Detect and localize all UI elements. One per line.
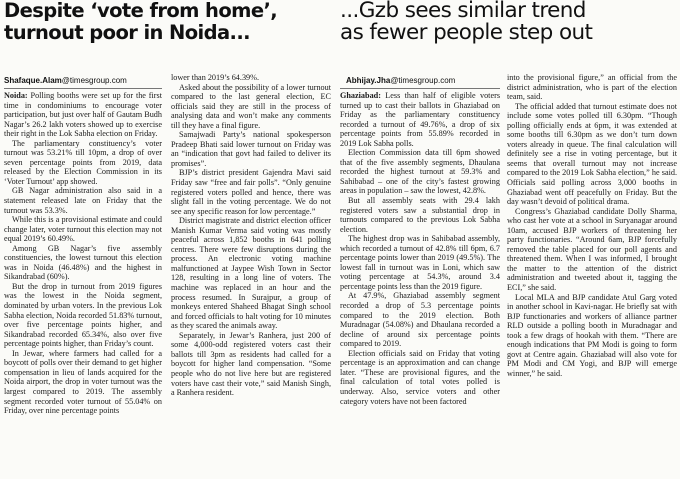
paragraph: Election Commission data till 6pm showed that of the five assembly segments, Dhaulana recorded the highest turnout at 59.3% and Sahibabad – one of the city’s fastest growing areas in population – saw the lowest, 42.8%. <box>340 148 500 196</box>
right-headline-line-2: as fewer people step out <box>340 20 593 45</box>
paragraph: lower than 2019’s 64.39%. <box>171 73 260 82</box>
left-byline <box>4 76 127 86</box>
paragraph: But all assembly seats with 29.4 lakh registered voters saw a substantial drop in turnouts compared to the previous Lok Sabha election. <box>340 196 500 234</box>
paragraph: District magistrate and district election officer Manish Kumar Verma said voting was mostly peaceful across 1,852 booths in 641 polling centres. There were few disruptions during the process. An electronic voting machine malfunctioned at Jaypee Wish Town in Sector 128, resulting in a long line of voters. The machine was replaced in an hour and the process resumed. In Surajpur, a group of monkeys entered Shaheed Bhagat Singh school and forced officials to halt voting for 10 minutes as they scared the animals away. <box>171 216 331 331</box>
paragraph: Samajwadi Party’s national spokesperson Pradeep Bhati said lower turnout on Friday was an “indication that govt had failed to deliver its promises”. <box>171 130 331 168</box>
paragraph: Separately, in Jewar’s Ranhera, just 200 of some 4,000-odd registered voters cast their ballots till 3pm as residents had called for a boycott for higher land compensation. “Some people who do not live here but are registered voters have cast their vote,” said Manish Singh, a Ranhera resident. <box>171 330 331 398</box>
left-byline-name: Shafaque.Alam <box>4 76 62 85</box>
right-byline-email: @timesgroup.com <box>390 76 456 85</box>
paragraph: At 47.9%, Ghaziabad assembly segment recorded a drop of 5.3 percentage points compared to the 2019 election. Both Muradnagar (54.08%) and Dhaulana recorded a decline of around six percentage points compared to 2019. <box>340 291 500 349</box>
paragraph: The highest drop was in Sahibabad assembly, which recorded a turnout of 42.8% till 6pm, 6.7 percentage points lower than 2019 (49.5%). The lowest fall in turnout was in Loni, which saw voting percentage at 54.3%, around 3.4 percentage points less than the 2019 figure. <box>340 234 500 291</box>
paragraph <box>340 91 500 148</box>
paragraph: BJP’s district president Gajendra Mavi said Friday saw “free and fair polls”. “Only genuine registered voters polled and hence, there was slight fall in the voting percentage. We do not see any specific reason for low percentage.” <box>171 168 331 216</box>
left-story-column-2 <box>171 73 331 479</box>
right-headline-line-1: ...Gzb sees similar trend <box>340 0 586 23</box>
paragraph: But the drop in turnout from 2019 figures was the lowest in the Noida segment, dominated by urban voters. In the previous Lok Sabha election, Noida recorded 51.83% turnout, over five percentage points higher, and Sikandrabad recorded 65.34%, also over five percentage points higher, than Friday’s count. <box>4 281 162 349</box>
paragraph-text: Less than half of eligible voters turned up to cast their ballots in Ghaziabad on Friday as the parliamentary constituency recorded a turnout of 49.76%, a drop of six percentage points from 55.89% recorded in 2019 Lok Sabha polls. <box>340 91 500 148</box>
paragraph: Local MLA and BJP candidate Atul Garg voted in another school in Kavi-nagar. He briefly sat with BJP functionaries and workers of alliance partner RLD outside a polling booth in Muradnagar and took a few drags of hookah with them. “There are enough indications that PM Modi is going to form govt at Centre again. Ghaziabad will also vote for PM Modi and CM Yogi, and BJP will emerge winner,” he said. <box>507 292 677 378</box>
left-headline-line-1: Despite ‘vote from home’, <box>4 0 278 22</box>
paragraph: Congress’s Ghaziabad candidate Dolly Sharma, who cast her vote at a school in Suryanagar around 10am, accused BJP workers of threatening her party functionaries. “Around 6am, BJP forcefully removed the table placed for our poll agents and threatened them. When I was informed, I brought the matter to the attention of the district administration and tweeted about it, tagging the ECI,” she said. <box>507 206 677 293</box>
left-byline-rule <box>4 88 162 89</box>
dateline: Ghaziabad: <box>340 91 381 100</box>
paragraph: into the provisional figure,” an official from the district administration, who is part of the election team, said. <box>507 73 677 102</box>
paragraph: The parliamentary constituency’s voter turnout was 53.21% till 10pm, a drop of over seven percentage points from 2019, data released by the Election Commission in its ‘Voter Turnout’ app showed. <box>4 138 162 186</box>
paragraph: Among GB Nagar’s five assembly constituencies, the lowest turnout this election was in Noida (46.48%) and the highest in Sikandrabad (60%). <box>4 243 162 282</box>
paragraph: While this is a provisional estimate and could change later, voter turnout this election may not equal 2019’s 60.49%. <box>4 215 162 244</box>
right-byline-rule <box>340 88 500 89</box>
left-headline-line-2: turnout poor in Noida... <box>4 21 250 44</box>
dateline: Noida: <box>4 91 28 100</box>
right-byline-name: Abhijay.Jha <box>346 76 391 85</box>
paragraph: GB Nagar administration also said in a statement released late on Friday that the turnout was 53.3%. <box>4 186 162 215</box>
left-byline-email: @timesgroup.com <box>61 76 127 85</box>
right-story-column-2 <box>507 73 677 479</box>
paragraph: The official added that turnout estimate does not include some votes polled till 6.30pm. “Though polling officially ends at 6pm, it was extended at some booths till 6.30pm as we don’t turn down voters already in queue. The final calculation will definitely see a rise in voting percentage, but it seems that overall turnout may not increase compared to the 2019 Lok Sabha election,” he said. Officials said polling across 3,000 booths in Ghaziabad went off peacefully on Friday. But the day wasn’t devoid of political drama. <box>507 101 677 207</box>
right-story-column-1 <box>340 91 500 479</box>
paragraph <box>4 91 162 139</box>
right-headline <box>340 0 678 44</box>
paragraph: Asked about the possibility of a lower turnout compared to the last general election, EC officials said they are still in the process of analysing data and won’t make any comments till they have a final figure. <box>171 82 331 130</box>
left-headline <box>4 0 334 44</box>
paragraph-text: Polling booths were set up for the first time in condominiums to encourage voter participation, but just over half of Gautam Budh Nagar’s 26.2 lakh voters showed up to exercise their right in the Lok Sabha election on Friday. <box>4 91 162 139</box>
paragraph: In Jewar, where farmers had called for a boycott of polls over their demand to get higher compensation in lieu of lands acquired for the Noida airport, the drop in voter turnout was the largest compared to 2019. The assembly segment recorded voter turnout of 55.04% on Friday, over nine percentage points <box>4 348 162 416</box>
paragraph: Election officials said on Friday that voting percentage is an approximation and can change later. “These are provisional figures, and the final calculation of total votes polled is underway. Also, service voters and other category voters have not been factored <box>340 348 500 406</box>
left-story-column-1 <box>4 91 162 479</box>
right-byline <box>346 76 455 86</box>
